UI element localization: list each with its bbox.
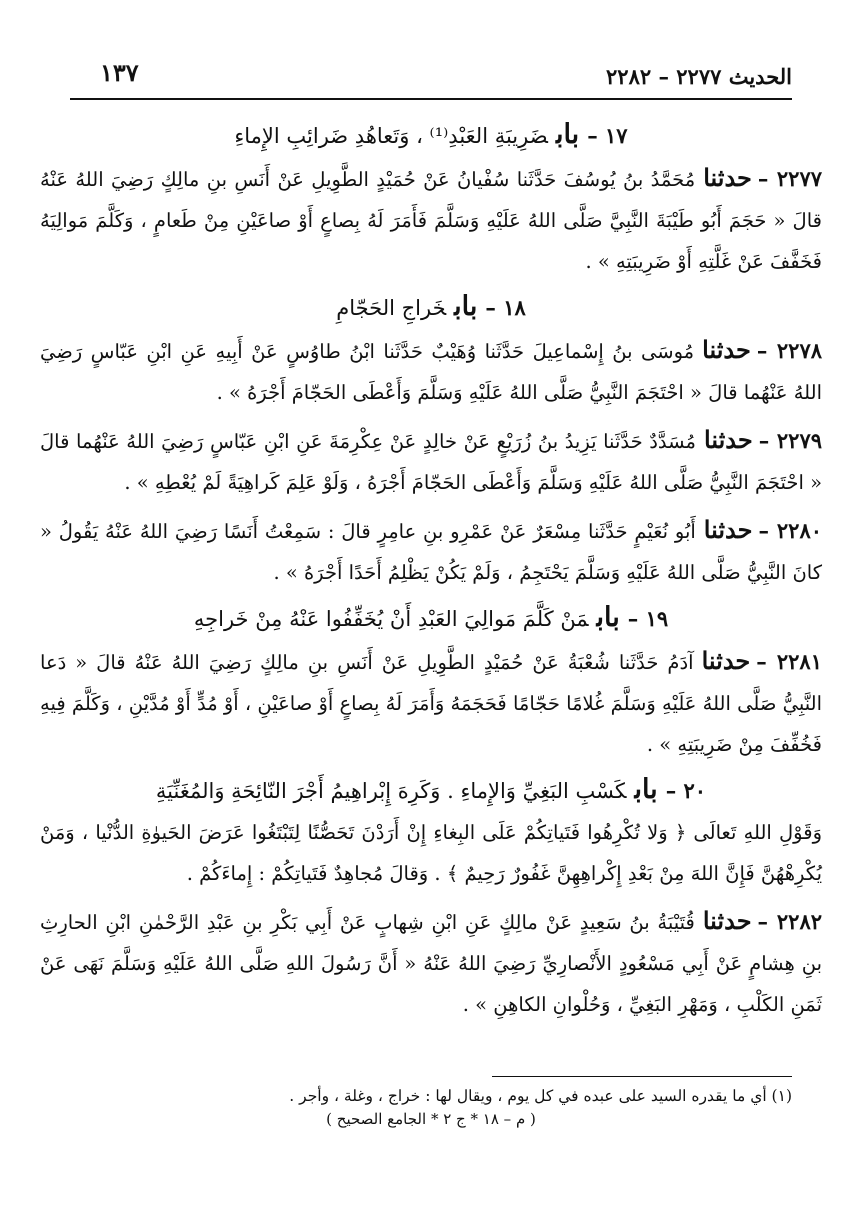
running-title: الحديث ٢٢٧٧ – ٢٢٨٢ [606, 64, 792, 89]
hadith-text: آدَمُ حَدَّثَنا شُعْبَةُ عَنْ حُمَيْدٍ الطَّوِيلِ عَنْ أَنَسِ بنِ مالِكٍ رَضِيَ اللهُ عَنْهُ قالَ « دَعا النَّبِيُّ صَلَّى اللهُ عَلَيْهِ وَسَلَّمَ غُلامًا حَجّامًا فَحَجَمَهُ وَأَمَرَ لَهُ بِصاعٍ أَوْ صاعَيْنِ ، أَوْ مُدٍّ أَوْ مُدَّيْنِ ، وَكَلَّمَ فِيهِ فَخُفِّفَ مِنْ ضَرِيبَتِهِ » . [40, 651, 822, 756]
page-header [70, 52, 792, 100]
hadith-number: ٢٢٨٢ – [757, 909, 823, 934]
haddathana-label: حدثنا [702, 906, 752, 935]
haddathana-label: حدثنا [703, 163, 752, 192]
chapter-heading [40, 290, 822, 325]
bab-label: باب [454, 291, 478, 322]
hadith-paragraph [40, 900, 822, 1025]
chapter-number: ٢٠ – [665, 778, 707, 803]
page-body [40, 110, 822, 1031]
hadith-number: ٢٢٧٩ – [758, 428, 823, 453]
hadith-text: مُسَدَّدٌ حَدَّثَنا يَزِيدُ بنُ زُرَيْعٍ عَنْ خالِدٍ عَنْ عِكْرِمَةَ عَنِ ابْنِ عَبّاسٍ رَضِيَ اللهُ عَنْهُما قالَ « احْتَجَمَ النَّبِيُّ صَلَّى اللهُ عَلَيْهِ وَسَلَّمَ وَأَعْطَى الحَجّامَ أَجْرَهُ ، وَلَوْ عَلِمَ كَراهِيَةً لَمْ يُعْطِهِ » . [40, 430, 822, 494]
hadith-paragraph [40, 640, 822, 765]
haddathana-label: حدثنا [701, 646, 751, 675]
footnotes [40, 1084, 792, 1108]
bab-label: باب [634, 774, 658, 805]
printer-signature: ( م – ١٨ * ج ٢ * الجامع الصحيح ) [326, 1110, 536, 1128]
haddathana-label: حدثنا [704, 425, 753, 454]
footnote-divider [492, 1076, 792, 1077]
quran-quote-paragraph: وَقَوْلِ اللهِ تَعالَى ﴿ وَلا تُكْرِهُوا فَتَياتِكُمْ عَلَى البِغاءِ إِنْ أَرَدْنَ تَحَصُّنًا لِتَبْتَغُوا عَرَضَ الحَيوٰةِ الدُّنْيا ، وَمَنْ يُكْرِهْهُنَّ فَإِنَّ اللهَ مِنْ بَعْدِ إِكْراهِهِنَّ غَفُورٌ رَحِيمٌ ﴾ . وَقالَ مُجاهِدٌ فَتَياتِكُمْ : إِماءَكُمْ . [40, 821, 822, 885]
chapter-heading [40, 118, 822, 153]
chapter-title: ضَرِيبَةِ العَبْدِ⁽¹⁾ ، وَتَعاهُدِ ضَرائِبِ الإِماءِ [234, 124, 548, 148]
hadith-paragraph [40, 329, 822, 413]
page-number: ١٣٧ [100, 58, 139, 87]
hadith-text: مُوسَى بنُ إِسْماعِيلَ حَدَّثَنا وُهَيْبٌ حَدَّثَنا ابْنُ طاوُسٍ عَنْ أَبِيهِ عَنِ ابْنِ عَبّاسٍ رَضِيَ اللهُ عَنْهُما قالَ « احْتَجَمَ النَّبِيُّ صَلَّى اللهُ عَلَيْهِ وَسَلَّمَ وَأَعْطَى الحَجّامَ أَجْرَهُ » . [40, 340, 822, 404]
haddathana-label: حدثنا [702, 335, 751, 364]
bab-label: باب [596, 602, 620, 633]
hadith-number: ٢٢٧٧ – [757, 166, 823, 191]
chapter-number: ١٧ – [587, 123, 628, 148]
hadith-number: ٢٢٨١ – [756, 649, 822, 674]
haddathana-label: حدثنا [703, 515, 753, 544]
chapter-title: كَسْبِ البَغِيِّ وَالإِماءِ . وَكَرِهَ إِبْراهِيمُ أَجْرَ النّائِحَةِ وَالمُغَنِّيَةِ [155, 779, 627, 803]
chapter-title: مَنْ كَلَّمَ مَوالِيَ العَبْدِ أَنْ يُخَفِّفُوا عَنْهُ مِنْ خَراجِهِ [193, 607, 589, 631]
bab-label: باب [555, 119, 580, 150]
hadith-paragraph [40, 419, 822, 503]
hadith-text: مُحَمَّدُ بنُ يُوسُفَ حَدَّثَنا سُفْيانُ عَنْ حُمَيْدٍ الطَّوِيلِ عَنْ أَنَسِ بنِ مالِكٍ رَضِيَ اللهُ عَنْهُ قالَ « حَجَمَ أَبُو طَيْبَةَ النَّبِيَّ صَلَّى اللهُ عَلَيْهِ وَسَلَّمَ فَأَمَرَ لَهُ بِصاعٍ أَوْ صاعَيْنِ مِنْ طَعامٍ ، وَكَلَّمَ مَوالِيَهُ فَخَفَّفَ عَنْ غَلَّتِهِ أَوْ ضَرِيبَتِهِ » . [40, 168, 822, 273]
hadith-number: ٢٢٨٠ – [758, 518, 823, 543]
hadith-number: ٢٢٧٨ – [756, 338, 823, 363]
hadith-paragraph [40, 509, 822, 593]
chapter-heading [40, 773, 822, 808]
chapter-title: خَراجِ الحَجّامِ [336, 296, 447, 320]
chapter-number: ١٨ – [485, 295, 526, 320]
footnote: (١) أي ما يقدره السيد على عبده في كل يوم ، ويقال لها : خراج ، وغلة ، وأجر . [289, 1087, 792, 1105]
hadith-text: قُتَيْبَةُ بنُ سَعِيدٍ عَنْ مالِكٍ عَنِ ابْنِ شِهابٍ عَنْ أَبِي بَكْرِ بنِ عَبْدِ الرَّحْمٰنِ ابْنِ الحارِثِ بنِ هِشامٍ عَنْ أَبِي مَسْعُودٍ الأَنْصارِيِّ رَضِيَ اللهُ عَنْهُ « أَنَّ رَسُولَ اللهِ صَلَّى اللهُ عَلَيْهِ وَسَلَّمَ نَهَى عَنْ ثَمَنِ الكَلْبِ ، وَمَهْرِ البَغِيِّ ، وَحُلْوانِ الكاهِنِ » . [40, 911, 822, 1016]
chapter-number: ١٩ – [627, 606, 669, 631]
hadith-text: أَبُو نُعَيْمٍ حَدَّثَنا مِسْعَرٌ عَنْ عَمْرِو بنِ عامِرٍ قالَ : سَمِعْتُ أَنَسًا رَضِيَ اللهُ عَنْهُ يَقُولُ « كانَ النَّبِيُّ صَلَّى اللهُ عَلَيْهِ وَسَلَّمَ يَحْتَجِمُ ، وَلَمْ يَكُنْ يَظْلِمُ أَحَدًا أَجْرَهُ » . [40, 520, 822, 584]
chapter-heading [40, 601, 822, 636]
hadith-paragraph [40, 157, 822, 282]
